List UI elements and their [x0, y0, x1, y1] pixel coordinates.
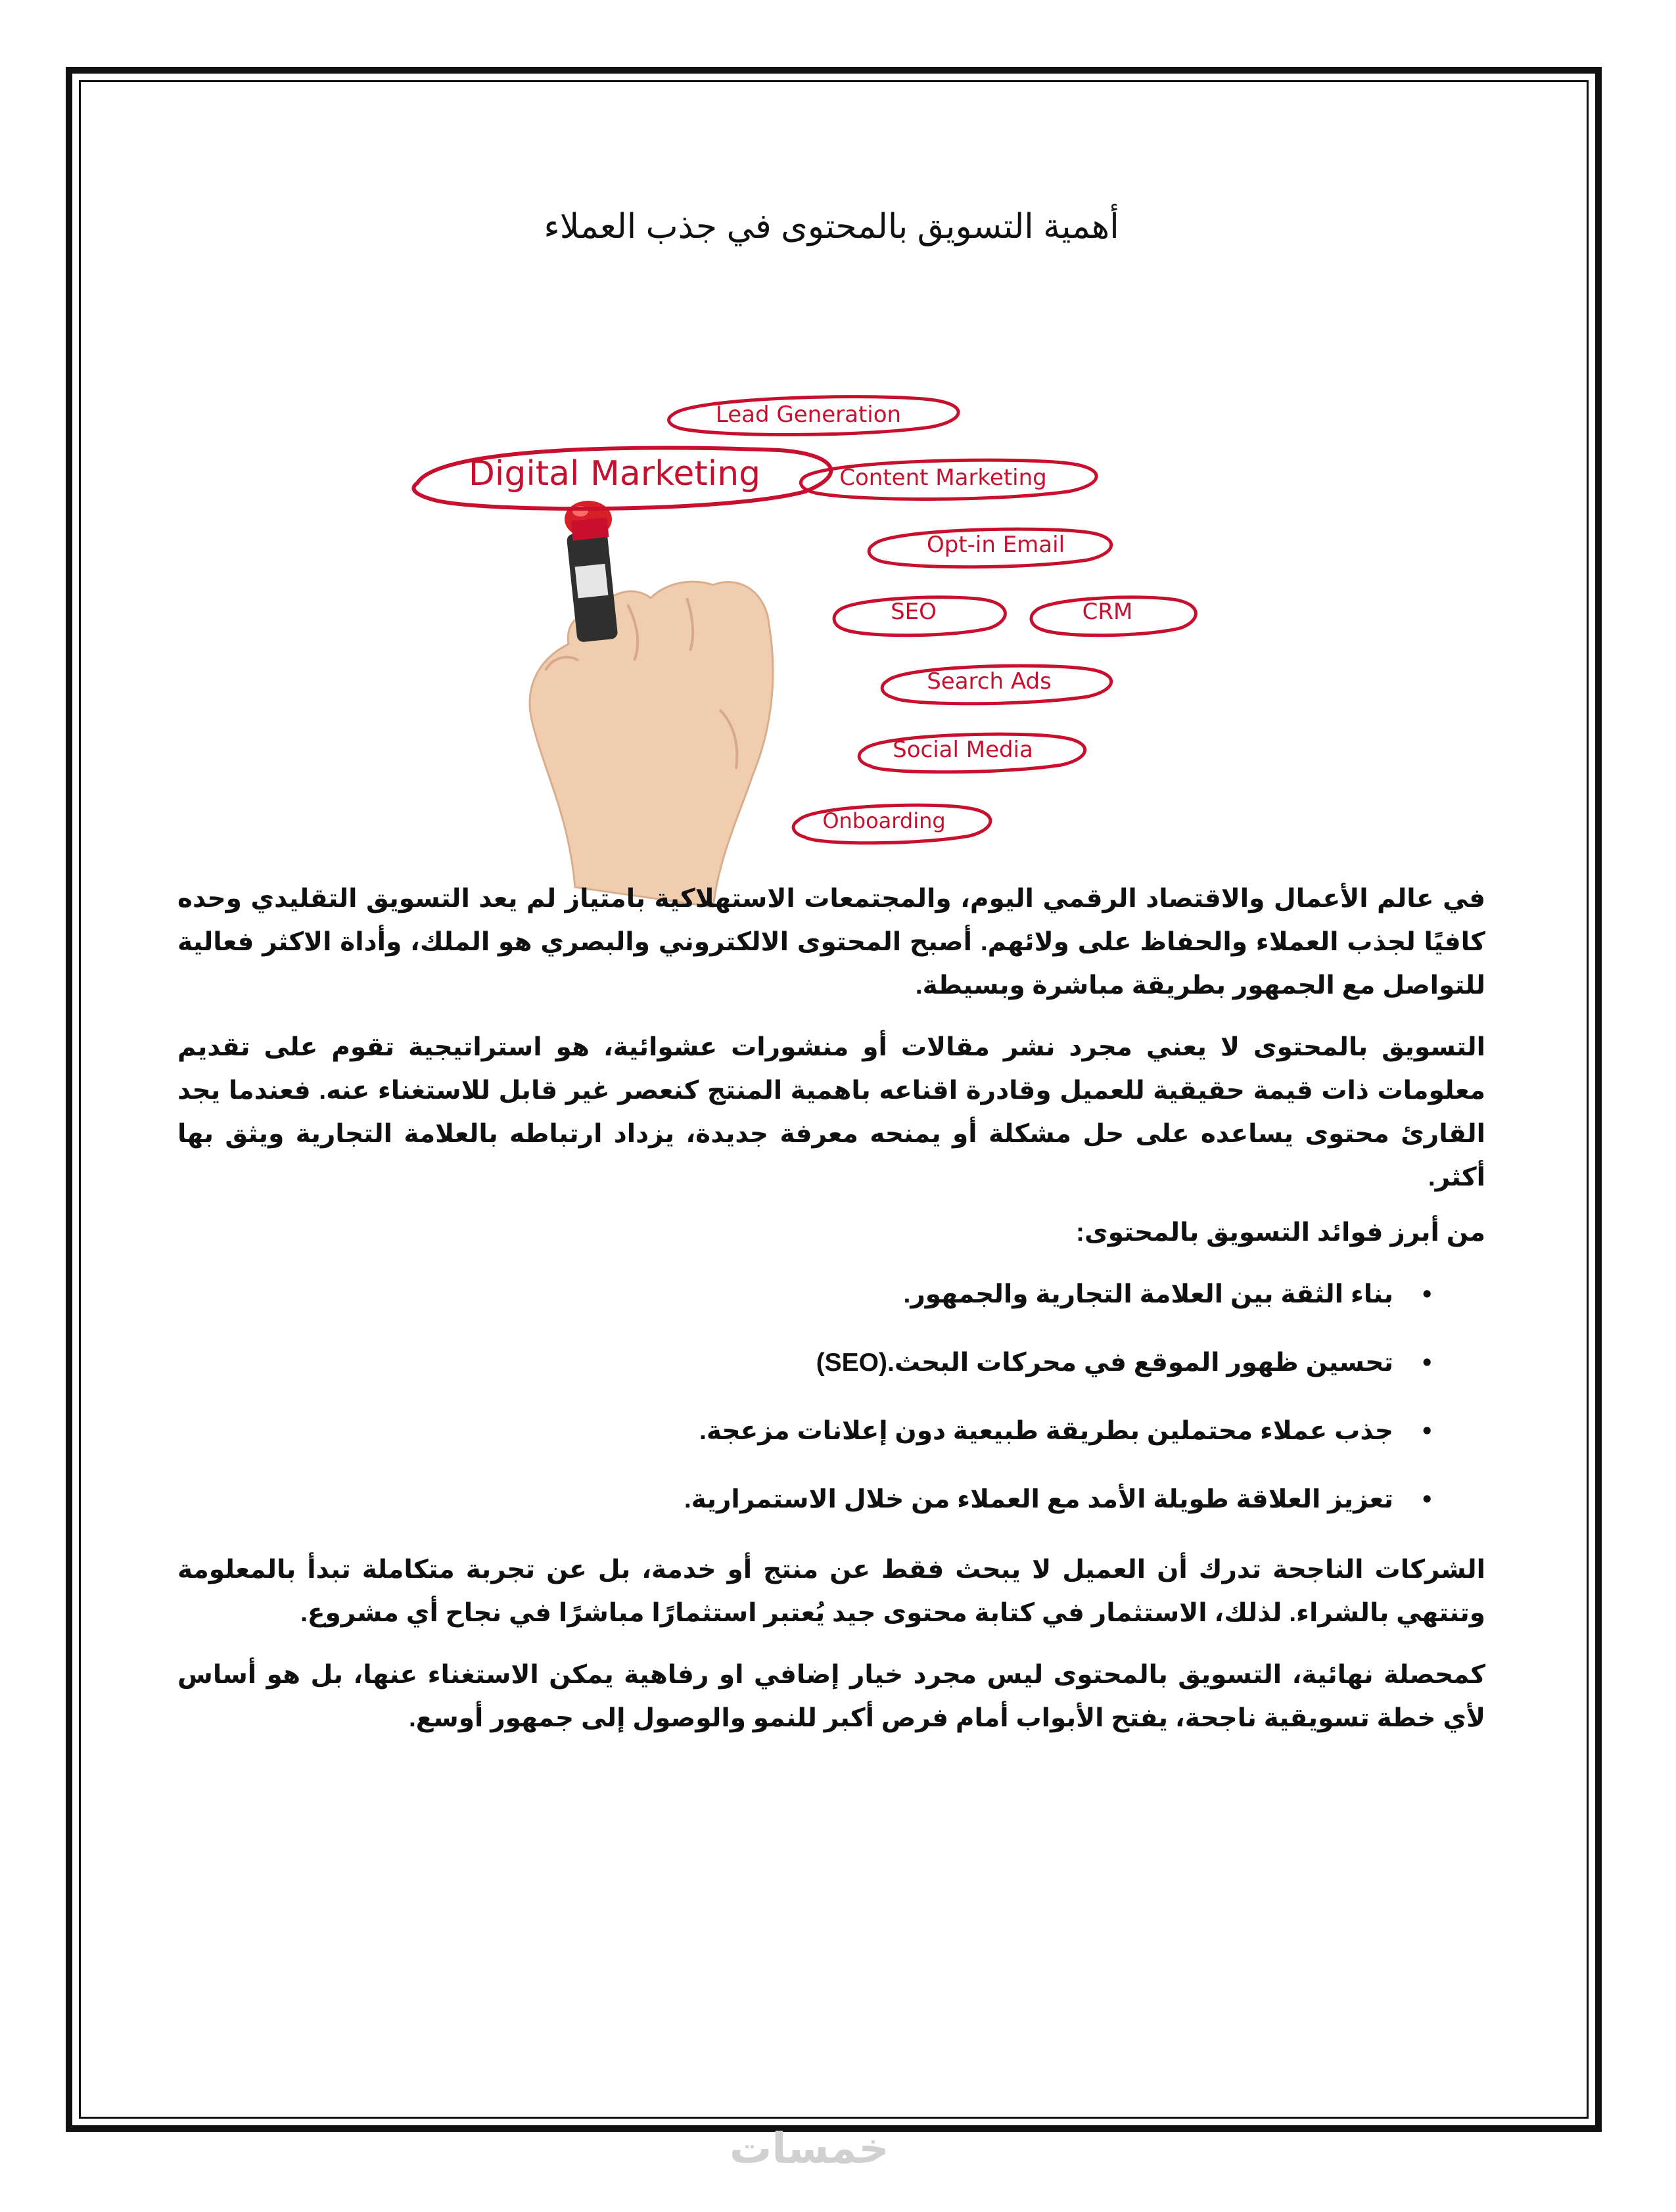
tag-content-marketing-label: Content Marketing — [839, 465, 1047, 491]
tag-onboarding — [793, 805, 990, 843]
benefits-heading: من أبرز فوائد التسويق بالمحتوى: — [1076, 1218, 1485, 1247]
tag-seo-label: SEO — [891, 599, 937, 625]
tag-crm — [1031, 597, 1196, 635]
tag-opt-in-email — [869, 529, 1111, 567]
hand-with-marker-icon — [530, 501, 773, 907]
tag-search-ads-label: Search Ads — [927, 668, 1052, 695]
intro-paragraph: في عالم الأعمال والاقتصاد الرقمي اليوم، والمجتمعات الاستهلاكية بامتياز لم يعد التسويق التقليدي وحده كافيًا لجذب العملاء والحفاظ على ولائهم. أصبح المحتوى الالكتروني والبصري هو الملك، وأداة الاكثر فعالية للتواصل مع الجمهور بطريقة مباشرة وبسيطة. — [177, 885, 1485, 1000]
benefits-list — [177, 1275, 1485, 1519]
closing-paragraph-2: كمحصلة نهائية، التسويق بالمحتوى ليس مجرد خيار إضافي او رفاهية يمكن الاستغناء عنها، بل هو أساس لأي خطة تسويقية ناجحة، يفتح الأبواب أمام فرص أكبر للنمو والوصول إلى جمهور أوسع. — [177, 1661, 1485, 1732]
tag-lead-generation-label: Lead Generation — [715, 402, 902, 428]
article-body — [177, 877, 1485, 1759]
tag-opt-in-email-label: Opt-in Email — [926, 532, 1065, 558]
bullet-icon: • — [1422, 1485, 1432, 1513]
watermark-logo: خمسات — [730, 2125, 889, 2172]
page-title: أهمية التسويق بالمحتوى في جذب العملاء — [544, 208, 1119, 246]
list-item: • جذب عملاء محتملين بطريقة طبيعية دون إعلانات مزعجة. — [177, 1412, 1393, 1451]
list-item: • تحسين ظهور الموقع في محركات البحث.(SEO) — [177, 1343, 1393, 1383]
tag-content-marketing — [801, 460, 1096, 499]
list-item: • بناء الثقة بين العلامة التجارية والجمهور. — [177, 1275, 1393, 1314]
closing-paragraph-1: الشركات الناجحة تدرك أن العميل لا يبحث فقط عن منتج أو خدمة، بل عن تجربة متكاملة تبدأ بالمعلومة وتنتهي بالشراء. لذلك، الاستثمار في كتابة محتوى جيد يُعتبر استثمارًا مباشرًا في نجاح أي مشروع. — [177, 1555, 1485, 1627]
tag-search-ads — [882, 666, 1111, 704]
tag-lead-generation — [669, 397, 959, 435]
tag-digital-marketing — [413, 448, 831, 509]
tag-social-media-label: Social Media — [893, 737, 1033, 763]
definition-paragraph: التسويق بالمحتوى لا يعني مجرد نشر مقالات أو منشورات عشوائية، هو استراتيجية تقوم على تقديم معلومات ذات قيمة حقيقية للعميل وقادرة اقناعه باهمية المنتج كنعصر غير قابل للاستغناء عنه. فعندما يجد القارئ محتوى يساعده على حل مشكلة أو يمنحه معرفة جديدة، يزداد ارتباطه بالعلامة التجارية ويثق بها أكثر. — [177, 1033, 1485, 1191]
document-content — [177, 79, 1485, 2103]
bullet-icon: • — [1422, 1348, 1432, 1377]
tag-digital-marketing-label: Digital Marketing — [468, 454, 761, 494]
tag-seo — [834, 597, 1005, 635]
bullet-icon: • — [1422, 1417, 1432, 1445]
bullet-icon: • — [1422, 1280, 1432, 1308]
tag-onboarding-label: Onboarding — [822, 808, 946, 833]
list-item: • تعزيز العلاقة طويلة الأمد مع العملاء من خلال الاستمرارية. — [177, 1480, 1393, 1519]
tag-social-media — [859, 734, 1085, 772]
hero-illustration — [411, 315, 1344, 927]
tag-crm-label: CRM — [1082, 599, 1133, 625]
